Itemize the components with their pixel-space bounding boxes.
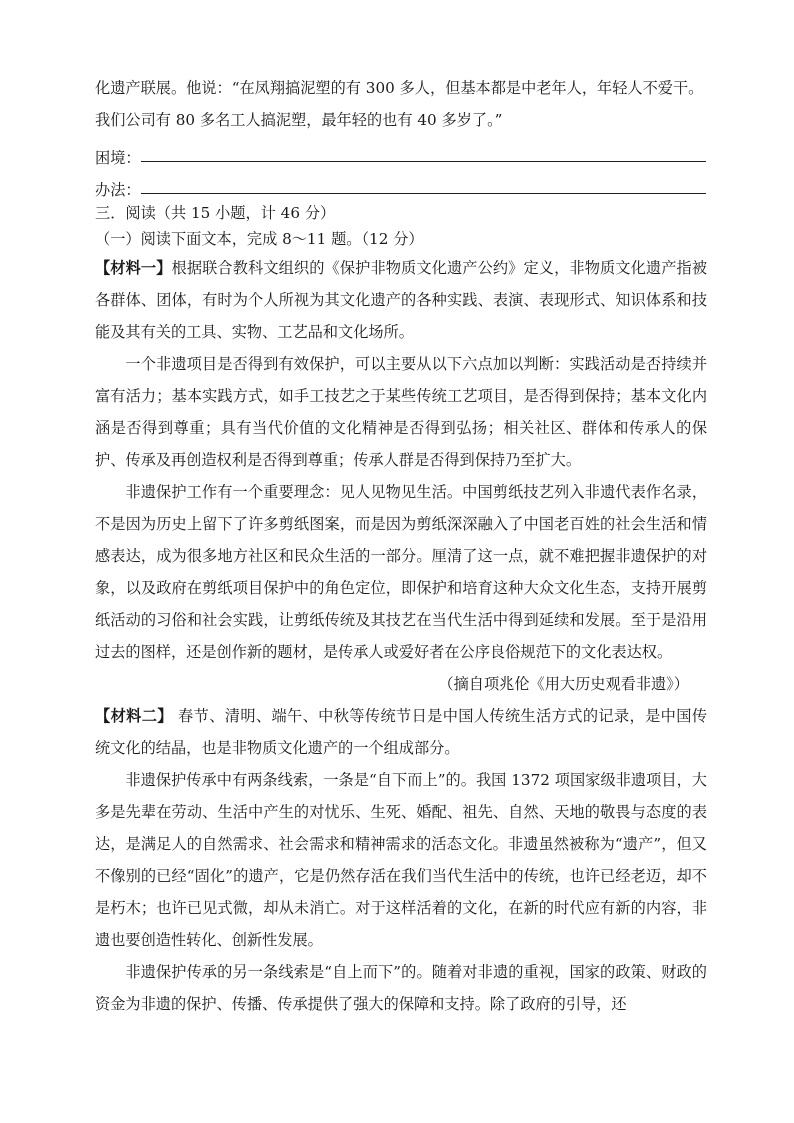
subsection-title: （一）阅读下面文本，完成 8～11 题。（12 分）: [95, 230, 424, 248]
source-citation: （摘自项兆伦《用大历史观看非遗》）: [438, 675, 689, 693]
answer-row-method: [95, 168, 707, 200]
material2-paragraph-3: 非遗保护传承的另一条线索是“自上而下”的。随着对非遗的重视，国家的政策、财政的资金为非遗的保护、传播、传承提供了强大的保障和支持。除了政府的引导，还: [95, 963, 707, 1013]
text-line: 我们公司有 80 多名工人搞泥塑，最年轻的也有 40 多岁了。”: [95, 111, 503, 129]
answer-label: 办法：: [95, 181, 141, 199]
material-tag: 【材料二】: [95, 707, 173, 725]
document-page: [95, 72, 707, 1020]
paragraph-text: 春节、清明、端午、中秋等传统节日是中国人传统生活方式的记录，是中国传统文化的结晶，也是非物质文化遗产的一个组成部分。: [95, 707, 708, 757]
material2-paragraph-1: [95, 700, 707, 764]
material1-paragraph-1: [95, 252, 707, 348]
material2-paragraph-2: 非遗保护传承中有两条线索，一条是“自下而上”的。我国 1372 项国家级非遗项目，大多是先辈在劳动、生活中产生的对忧乐、生死、婚配、祖先、自然、天地的敬畏与态度的表达，是满足人的自然需求、社会需求和精神需求的活态文化。非遗虽然被称为“遗产”，但又不像别的已经“固化”的遗产，它是仍然存活在我们当代生活中的传统，也许已经老迈，却不是朽木；也许已见式微，却从未消亡。对于这样活着的文化，在新的时代应有新的内容，非遗也要创造性转化、创新性发展。: [95, 771, 707, 949]
answer-label: 困境：: [95, 149, 141, 167]
text-line: 化遗产联展。他说：“在凤翔搞泥塑的有 300 多人，但基本都是中老年人，年轻人不爱干。: [95, 79, 704, 97]
material1-paragraph-3: 非遗保护工作有一个重要理念：见人见物见生活。中国剪纸技艺列入非遗代表作名录，不是因为历史上留下了许多剪纸图案，而是因为剪纸深深融入了中国老百姓的社会生活和情感表达，成为很多地方社区和民众生活的一部分。厘清了这一点，就不难把握非遗保护的对象，以及政府在剪纸项目保护中的角色定位，即保护和培育这种大众文化生态，支持开展剪纸活动的习俗和社会实践，让剪纸传统及其技艺在当代生活中得到延续和发展。至于是沿用过去的图样，还是创作新的题材，是传承人或爱好者在公序良俗规范下的文化表达权。: [95, 483, 707, 661]
paragraph-text: 根据联合教科文组织的《保护非物质文化遗产公约》定义，非物质文化遗产指被各群体、团体，有时为个人所视为其文化遗产的各种实践、表演、表现形式、知识体系和技能及其有关的工具、实物、工艺品和文化场所。: [95, 259, 708, 341]
answer-blank[interactable]: [141, 173, 706, 194]
material-tag: 【材料一】: [95, 259, 172, 277]
section-title: 三．阅读（共 15 小题，计 46 分）: [95, 204, 336, 222]
answer-blank[interactable]: [141, 141, 706, 162]
material1-paragraph-2: 一个非遗项目是否得到有效保护，可以主要从以下六点加以判断：实践活动是否持续并富有活力；基本实践方式，如手工技艺之于某些传统工艺项目，是否得到保持；基本文化内涵是否得到尊重；具有当代价值的文化精神是否得到弘扬；相关社区、群体和传承人的保护、传承及再创造权利是否得到尊重；传承人群是否得到保持乃至扩大。: [95, 355, 707, 469]
answer-row-dilemma: [95, 136, 707, 168]
